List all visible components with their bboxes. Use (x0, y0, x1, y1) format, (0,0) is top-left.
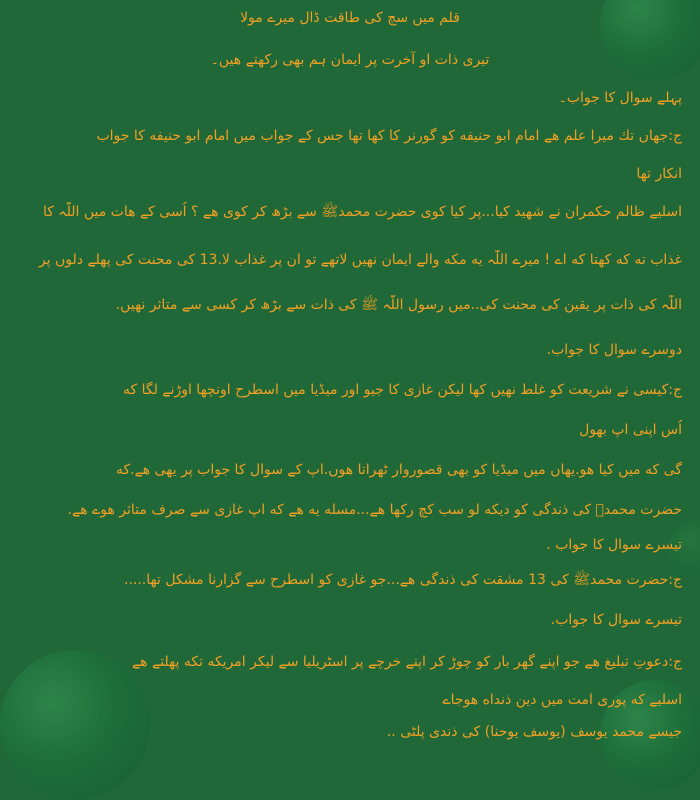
answer-line: انکار تھا (636, 166, 682, 182)
header-line-1: قلم میں سچ کی طاقت ڈال میرے مولا (240, 10, 460, 26)
answer-line: ج:دعوتِ تبلیغ ھے جو اپنے گھر بار کو چوڑ کر اپنے خرچے پر اسٹریلیا سے لیکر امریکه تکه پھلتے ھے (131, 654, 682, 670)
answer-line: تیسرے سوال کا جواب. (550, 612, 682, 628)
answer-line: تیسرے سوال کا جواب . (546, 537, 682, 553)
header-line-2: تیری ذات او آخرت پر ایمان ہم بھی رکھتے ھیں۔ (210, 52, 490, 68)
answer-line: ج:جھاں تك میرا علم ھے امام ابو حنیفه کو گورنر کا کھا تھا جس کے جواب میں امام ابو حنیفه کا جواب (96, 128, 682, 144)
answer-line: حضرت محمدؐ کی ذندگی کو دیکه لو سب کچ رکھا ھے...مسله یه ھے که اپ غازی سے صرف متاثر ھوے ھے. (67, 502, 682, 518)
answer-line: دوسرے سوال کا جواب. (546, 342, 682, 358)
answer-line: ج:حضرت محمدﷺ کی 13 مشقت کی ذندگی ھے...جو غازی کو اسطرح سے گزارنا مشکل تھا..... (124, 572, 682, 588)
answer-line: اسلیے ظالم حکمران نے شھید کیا...پر کیا کوی حضرت محمدﷺ سے بڑھ کر کوی ھے ؟ اُسی کے ھات میں اللّٰہ کا (43, 204, 682, 220)
answer-line: پہلے سوال کا جواب۔ (558, 90, 682, 106)
answer-line: اللّٰہ کی ذات پر یقین کی محنت کی..میں رسول اللّٰہ ﷺ کی ذات سے بڑھ کر کسی سے متاثر نھیں. (115, 297, 682, 313)
answer-line: غذاب ته که کھتا که اے ! میرے اللّٰہ یه مکه والے ایمان نھیں لاتھے تو ان پر غذاب لا.13 کی محنت کی پھلے دلوں پر (38, 252, 682, 268)
answer-line: اُس اپنی اپ بھول (579, 422, 682, 438)
answer-line: ج:کیسی نے شریعت کو غلط نھیں کھا لیکن غازی کا جیو اور میڈیا میں اسطرح اونچھا اوڑنے لگا که (123, 382, 682, 398)
answer-line: گی که میں کیا ھو.یھاں میں میڈیا کو بھی قصوروار ٹھراتا ھوں.اپ کے سوال کا جواب پر یھی ھے.که (115, 462, 682, 478)
answer-line: اسلیے که پوری امت میں دین ذنداه ھوجاے (442, 692, 682, 708)
answer-line: جیسے محمد یوسف (یوسف یوحنا) کی ذندی پلٹی .. (386, 724, 682, 740)
